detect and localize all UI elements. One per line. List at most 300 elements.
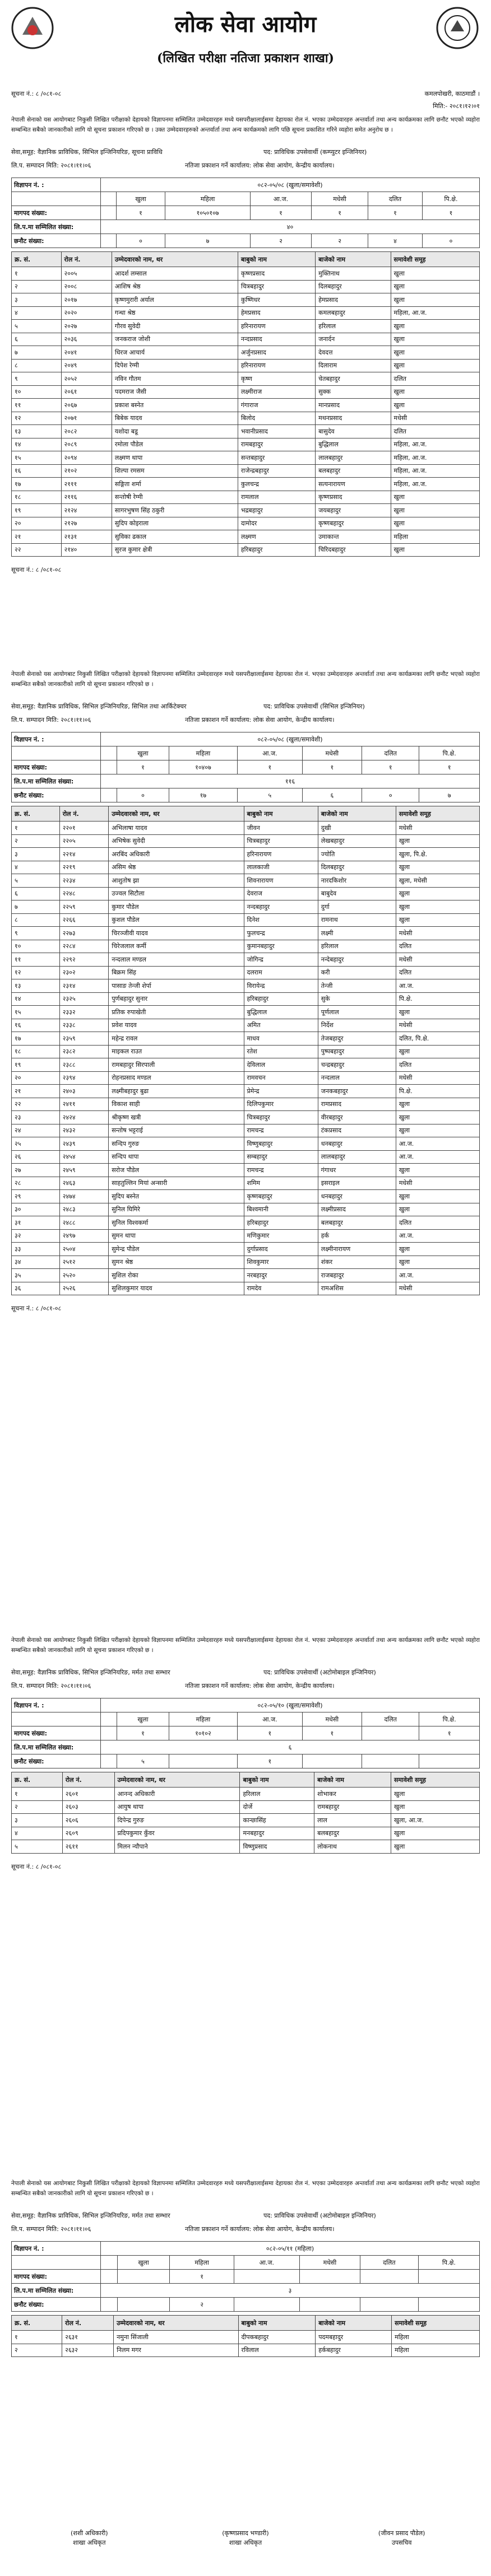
table-cell: दलित [391,372,479,386]
table-cell: २६३२ [62,2344,114,2357]
table-cell: २४८८ [59,1216,109,1230]
quota-label [12,192,101,206]
table-cell: ३४ [12,1256,60,1269]
table-cell: २४५९ [59,1164,109,1177]
table-cell: २ [12,2344,62,2357]
quota-header: आ.ज. [238,746,302,760]
demand-cell: १ [362,760,419,774]
table-cell: खुला [391,517,479,530]
quota-header: मधेसी [299,2256,360,2270]
table-cell: शमिम [244,1177,318,1190]
table-cell: रामबहादुर [238,438,315,451]
table-cell: आशिष श्रेष्ठ [112,280,238,293]
table-cell: खुला [396,900,479,914]
table-cell: शोभाकर [314,1788,391,1801]
table-cell: नमुना सिंजाली [114,2331,238,2344]
selected-cell [362,1754,419,1768]
table-cell: ३१ [12,1216,60,1230]
table-cell: यशोदा बडू [112,425,238,438]
table-row [12,1800,480,1814]
selected-cell: ० [362,788,419,802]
post-name: पद: प्राविधिक उपसेवार्थी (सिभिल इन्जिनियर) [263,703,365,710]
table-cell: २८ [12,1177,60,1190]
table-cell: २४८३ [59,1203,109,1216]
demand-cell: १ [423,206,480,220]
attended-label: लि.प.मा सम्मिलित संख्या: [12,774,101,788]
table-cell: १९ [12,1058,60,1072]
section-notice-footer: सूचना नं.: ८ /०८१-०८ [11,566,62,573]
results-header-cell: बाजेको नाम [316,252,391,267]
quota-header: पि.क्षे. [418,2256,479,2270]
results-header-cell: बाबुको नाम [238,252,315,267]
table-cell: कृष्णबहादुर [316,517,391,530]
table-cell: खुला [391,399,479,412]
table-cell: उज्वल सिटौला [109,887,244,900]
table-cell: माइकल राउत [109,1045,244,1058]
section-intro: नेपाली सेनाको यस आयोगबाट निकुसी लिखित परीक्षाको देहायको विज्ञापनमा सम्मिलित उम्मेदवारहरु मध्ये यसपरीक्षालाईसमा देहायका रोल नं. भएका उम्मेदवारहरु अन्तर्वार्ता तथा अन्य कार्यक्रमका लागि छनौट भएको व्यहोरा सम्बन्धित सबैको जानकारीको लागि यो सूचना प्रकाशन गरिएको छ । उक्त उम्मेदवारहरुको अन्तर्वार्ता तथा अन्य कार्यक्रमको लागि पछि सूचना प्रकाशित गरिने व्यहोरा समेत अनुरोध छ । [11,116,480,133]
table-row [12,1032,480,1046]
table-cell: महिला [391,530,479,544]
table-cell: बुद्धिलाल [244,1006,318,1019]
table-cell: असिम श्रेष्ठ [109,861,244,874]
table-cell: २०२७ [61,320,112,333]
table-cell: गंगाराज [238,399,315,412]
selected-cell: ४ [368,234,422,248]
table-cell: २३०२ [59,966,109,979]
table-row [12,966,480,979]
table-cell: २०४१ [61,346,112,360]
table-cell: सरोज पौडेल [109,1164,244,1177]
table-cell: कृष्णबहादुर [244,1190,318,1203]
table-cell: २०९४ [61,451,112,465]
quota-header [101,2256,118,2270]
table-cell: मधेसी [396,927,479,940]
table-row [12,927,480,940]
table-row [12,333,480,346]
selected-cell [101,788,117,802]
table-cell: २३९४ [59,1071,109,1085]
table-cell: लक्ष्मण [238,530,315,544]
table-cell: २९ [12,1190,60,1203]
quota-header: पि.क्षे. [423,192,480,206]
service-group: सेवा,समूह: वैज्ञानिक प्राविधिक, सिभिल इन्जिनियरिङ, मर्मत तथा सम्भार [11,1669,170,1676]
table-cell: सुनिल विश्वकर्मा [109,1216,244,1230]
table-cell: खुला [391,293,479,307]
table-cell: १५ [12,451,62,465]
table-cell: २५१२ [59,1256,109,1269]
table-cell: शिवनारायण [244,874,318,888]
adv-label: विज्ञापन नं. : [12,732,101,746]
table-row [12,1203,480,1216]
results-header-cell: बाबुको नाम [240,1772,314,1788]
table-cell: महिला, आ.ज. [391,438,479,451]
table-cell: नविन गौतम [112,372,238,386]
adv-number: ०८२-०५/०८ (खुला/समावेशी) [101,732,480,746]
notice-row [11,90,480,98]
table-cell: १३ [12,425,62,438]
table-cell: नन्देबहादुर [318,953,396,967]
demand-cell: १ [419,760,480,774]
table-cell: कान्छासिंह [240,1814,314,1827]
table-cell: २ [12,834,60,848]
table-cell: लालबहादुर [316,451,391,465]
table-cell: खुला [396,1243,479,1256]
demand-cell [101,760,117,774]
table-cell: मधेसी [391,412,479,425]
table-cell: देवदत्त [316,346,391,360]
table-cell: आ.ज. [396,979,479,993]
table-cell: २२७३ [59,927,109,940]
table-cell: ७ [12,346,62,360]
table-cell: २६०६ [62,1814,114,1827]
table-row [12,464,480,478]
table-cell: रामप्रसाद [318,1098,396,1111]
page-title: लोक सेवा आयोग [174,11,317,38]
table-row [12,1150,480,1164]
table-cell: धनबहादुर [318,1190,396,1203]
table-cell: २३८२ [59,1045,109,1058]
table-cell: १२ [12,412,62,425]
table-row [12,1282,480,1295]
table-cell: २४३२ [59,1124,109,1137]
results-header-cell: क्र. सं. [12,2316,62,2331]
table-cell: भवानीप्रसाद [238,425,315,438]
table-cell: १ [12,822,60,835]
table-cell: सन्तोष भट्टराई [109,1124,244,1137]
table-cell: ९ [12,372,62,386]
table-cell: महिला, आ.ज. [391,306,479,320]
table-cell: पि.क्षे. [396,992,479,1006]
table-cell: २१४० [61,543,112,557]
table-row [12,1243,480,1256]
table-cell: २३१४ [59,979,109,993]
table-cell: खुला [391,1840,480,1854]
quota-header: दलित [362,746,419,760]
table-cell: प्रेमेन्द्र [244,1085,318,1098]
table-cell: २११६ [61,491,112,504]
quota-header: आ.ज. [250,192,311,206]
table-cell: साहतुल्लिन मियां अन्सारी [109,1177,244,1190]
table-row [12,1019,480,1032]
table-cell: १९ [12,504,62,517]
table-cell: खुला [396,913,479,927]
table-cell: दिनेश [244,913,318,927]
table-cell: रामदेव [244,1282,318,1295]
table-cell: ७ [12,900,60,914]
table-cell: कृष्णप्रसाद [316,491,391,504]
table-cell: २२३४ [59,874,109,888]
table-cell: ४ [12,1827,63,1840]
quota-header: दलित [360,2256,418,2270]
table-cell: पूर्णलाल [318,1006,396,1019]
table-row [12,267,480,281]
table-row [12,1216,480,1230]
table-cell: चित्रबहादुर [244,1111,318,1124]
table-cell: रमोला पौडेल [112,438,238,451]
table-cell: कुमार पौडेल [109,900,244,914]
results-header-cell: बाबुको नाम [244,806,318,822]
quota-header: खुला [116,192,165,206]
table-row [12,385,480,399]
table-cell: सुविका ढकाल [112,530,238,544]
table-cell: २५२० [59,1269,109,1282]
table-cell: सन्तबहादुर [238,451,315,465]
selected-cell: २ [250,234,311,248]
results-header-cell: क्र. सं. [12,252,62,267]
results-header-cell: बाजेको नाम [318,806,396,822]
table-cell: ८ [12,359,62,372]
table-cell: २२१९ [59,861,109,874]
table-cell: १६ [12,1019,60,1032]
table-cell: खुला [391,333,479,346]
table-cell: महिला [392,2331,480,2344]
demand-cell [418,2270,479,2284]
table-cell: फुलचन्द्र [244,927,318,940]
adv-label: विज्ञापन नं. : [12,1698,101,1712]
table-cell: कुमानबहादुर [244,940,318,953]
table-cell: देविलाल [244,1058,318,1072]
demand-cell: १ [250,206,311,220]
table-cell: २१३१ [61,530,112,544]
table-cell: २५०४ [59,1243,109,1256]
table-cell: जीवन [244,822,318,835]
results-header-cell: बाबुको नाम [238,2316,316,2331]
quota-header [101,1712,117,1726]
table-cell: हेमप्रसाद [238,306,315,320]
table-cell: खुला [391,320,479,333]
table-cell: बुद्धिलाल [316,438,391,451]
table-cell: ३० [12,1203,60,1216]
section-intro: नेपाली सेनाको यस आयोगबाट निकुसी लिखित परीक्षाको देहायको विज्ञापनमा सम्मिलित उम्मेदवारहरु मध्ये यसपरीक्षालाईसमा देहायका रोल नं. भएका उम्मेदवारहरु अन्तर्वार्ता तथा अन्य कार्यक्रमका लागि छनौट भएको व्यहोरा सम्बन्धित सबैको जानकारीको लागि यो सूचना प्रकाशन गरिएको छ । [11,2180,480,2197]
table-cell: १७ [12,1032,60,1046]
table-row [12,1111,480,1124]
results-header-cell: उम्मेदवारको नाम, थर [109,806,244,822]
table-cell: २०१७ [61,293,112,307]
table-cell: कृष्णप्रसाद [238,267,315,281]
results-header-cell: बाजेको नाम [316,2316,392,2331]
table-cell: खुला, पि.क्षे. [396,848,479,861]
table-cell: २२६६ [59,913,109,927]
table-row [12,953,480,967]
table-row [12,359,480,372]
table-cell: बिक्रम सिंह [109,966,244,979]
table-cell: सुमन थापा [109,1229,244,1243]
table-cell: इसराइल [318,1177,396,1190]
table-cell: ३६ [12,1282,60,1295]
selected-cell: २ [312,234,368,248]
selected-cell [419,1754,480,1768]
demand-cell [101,2270,118,2284]
table-cell: खुला [396,887,479,900]
table-cell: श्रीकृष्ण खत्री [109,1111,244,1124]
table-cell: खुला [391,359,479,372]
table-cell: १३ [12,979,60,993]
selected-label: छनौट संख्या: [12,2298,101,2312]
table-cell: हर्कबहादुर [316,2344,392,2357]
table-cell: हरिबहादुर [244,1216,318,1230]
table-cell: २१११ [61,478,112,491]
quota-header: मधेसी [312,192,368,206]
table-cell: आशुतोष झा [109,874,244,888]
table-row [12,1085,480,1098]
table-row [12,834,480,848]
table-cell: सुमेन्द्र पौडेल [109,1243,244,1256]
demand-label: मागपद संख्या: [12,2270,101,2284]
post-name: पद: प्राविधिक उपसेवार्थी (अटोमोबाइल इन्जिनियर) [263,2212,376,2219]
table-cell: करी [318,966,396,979]
table-cell: गन्धा श्रेष्ठ [112,306,238,320]
page-header [0,0,491,84]
table-row [12,2331,480,2344]
table-cell: प्रवेश यादव [109,1019,244,1032]
table-cell: खुला [391,1827,480,1840]
table-cell: ३ [12,848,60,861]
adv-number: ०८२-०५/१० (खुला/समावेशी) [101,1698,480,1712]
table-cell: २६ [12,1150,60,1164]
selected-cell [101,234,117,248]
table-cell: आदर्श लम्साल [112,267,238,281]
table-cell: उमाकान्त [316,530,391,544]
table-cell: हरिलाल [316,320,391,333]
service-group: सेवा,समूह: वैज्ञानिक प्राविधिक, सिभिल इन्जिनियरिङ, सूचना प्राविधि [11,148,163,156]
table-cell: महेन्द्र रावल [109,1032,244,1046]
table-cell: ३ [12,293,62,307]
table-cell: कृष्णमुरारी अर्याल [112,293,238,307]
table-cell: सुके [318,992,396,1006]
table-cell: मधेसी [396,1282,479,1295]
vacancy-table [11,178,480,248]
table-row [12,1190,480,1203]
table-cell: महिला, आ.ज. [391,464,479,478]
demand-cell [101,206,117,220]
table-cell: २६०३ [62,1800,114,1814]
table-cell: २००८ [61,280,112,293]
table-cell: सुरज कुमार क्षेत्री [112,543,238,557]
table-cell: ८ [12,913,60,927]
table-cell: कुष्णिधर [238,293,315,307]
demand-label: मागपद संख्या: [12,760,101,774]
selected-label: छनौट संख्या: [12,788,101,802]
table-cell: सुशिलकुमार यादव [109,1282,244,1295]
signatory-role: शाखा अधिकृत [229,2539,262,2546]
table-cell: ५ [12,874,60,888]
table-cell: खुला [391,267,479,281]
table-cell: खुला, आ.ज. [391,1814,480,1827]
table-cell: अभिषेक सुवेदी [109,834,244,848]
quota-header: महिला [170,2256,234,2270]
table-cell: २४९७ [59,1229,109,1243]
demand-cell: १ [117,1726,169,1740]
table-cell: कुलचन्द्र [238,478,315,491]
quota-header: आ.ज. [234,2256,299,2270]
result-office: नतिजा प्रकाशन गर्ने कार्यालय: लोक सेवा आयोग, केन्द्रीय कार्यालय। [185,2225,335,2233]
table-cell: पदमराज जैसी [112,385,238,399]
table-cell: दिलाराम [316,359,391,372]
table-row [12,874,480,888]
results-header-cell: रोल नं. [62,2316,114,2331]
table-cell: १२ [12,966,60,979]
table-row [12,399,480,412]
table-cell: २३२५ [59,992,109,1006]
table-cell: दीपकबहादुर [238,2331,316,2344]
demand-cell: १ [302,760,362,774]
selected-cell: ० [423,234,480,248]
table-cell: २२१४ [59,848,109,861]
table-cell: चिरिदबहादुर [316,543,391,557]
table-cell: १ [12,1788,63,1801]
quota-header: दलित [362,1712,419,1726]
table-cell: आ.ज. [396,1269,479,1282]
results-header-cell: रोल नं. [59,806,109,822]
results-header-cell: रोल नं. [61,252,112,267]
results-table [11,806,480,1295]
table-cell: विष्णुबहादुर [244,1137,318,1151]
table-cell: खुला [396,1203,479,1216]
signatory-name: (जीवन प्रसाद पौडेल) [378,2530,425,2537]
signatory-name: (शशी अधिकारी) [71,2530,108,2537]
table-cell: हरिबहादुर [244,992,318,1006]
attended-label: लि.प.मा सम्मिलित संख्या: [12,220,101,234]
table-cell: खुला [396,834,479,848]
table-cell: २७ [12,1164,60,1177]
results-header-cell: क्र. सं. [12,1772,63,1788]
table-cell: बाबुदेव [318,887,396,900]
demand-cell [117,2270,170,2284]
table-cell: ३५ [12,1269,60,1282]
table-cell: टंकप्रसाद [318,1124,396,1137]
table-cell: लक्ष्मी [318,927,396,940]
table-cell: बलबहादुर [316,464,391,478]
table-cell: दलित [396,940,479,953]
table-row [12,1006,480,1019]
table-row [12,1814,480,1827]
table-row [12,412,480,425]
table-cell: माधव [244,1032,318,1046]
table-cell: रोहनप्रसाद मण्डल [109,1071,244,1085]
table-cell: सन्दिप गुरुङ [109,1137,244,1151]
table-cell: बिलोद [238,412,315,425]
table-cell: अर्जुनप्रसाद [238,346,315,360]
results-header-cell: समावेशी समूह [391,1772,480,1788]
table-row [12,940,480,953]
table-cell: रामबहादुर [314,1800,391,1814]
table-cell: सङ्गिता शर्मा [112,478,238,491]
table-cell: निलम मगर [114,2344,238,2357]
demand-cell: १०४०७ [169,760,238,774]
table-row [12,451,480,465]
table-row [12,1124,480,1137]
result-office: नतिजा प्रकाशन गर्ने कार्यालय: लोक सेवा आयोग, केन्द्रीय कार्यालय। [185,716,335,724]
table-row [12,1788,480,1801]
table-cell: नन्दलाल मण्डल [109,953,244,967]
table-cell: खुला [391,543,479,557]
table-cell: १ [12,267,62,281]
selected-cell [101,2298,118,2312]
table-cell: लक्ष्मीराज [238,385,315,399]
result-office: नतिजा प्रकाशन गर्ने कार्यालय: लोक सेवा आयोग, केन्द्रीय कार्यालय। [185,1682,335,1690]
demand-cell: १ [238,1726,302,1740]
quota-header: पि.क्षे. [419,1712,480,1726]
table-cell: २३ [12,1111,60,1124]
post-name: पद: प्राविधिक उपसेवार्थी (कम्प्युटर इन्जिनियर) [263,148,367,156]
table-cell: खुला [396,1164,479,1177]
table-cell: ज्योति [318,848,396,861]
results-table [11,2315,480,2357]
results-header-cell: समावेशी समूह [392,2316,480,2331]
signatory-role: उपसचिव [391,2539,412,2546]
quota-header: दलित [368,192,422,206]
quota-header: मधेसी [302,1712,362,1726]
